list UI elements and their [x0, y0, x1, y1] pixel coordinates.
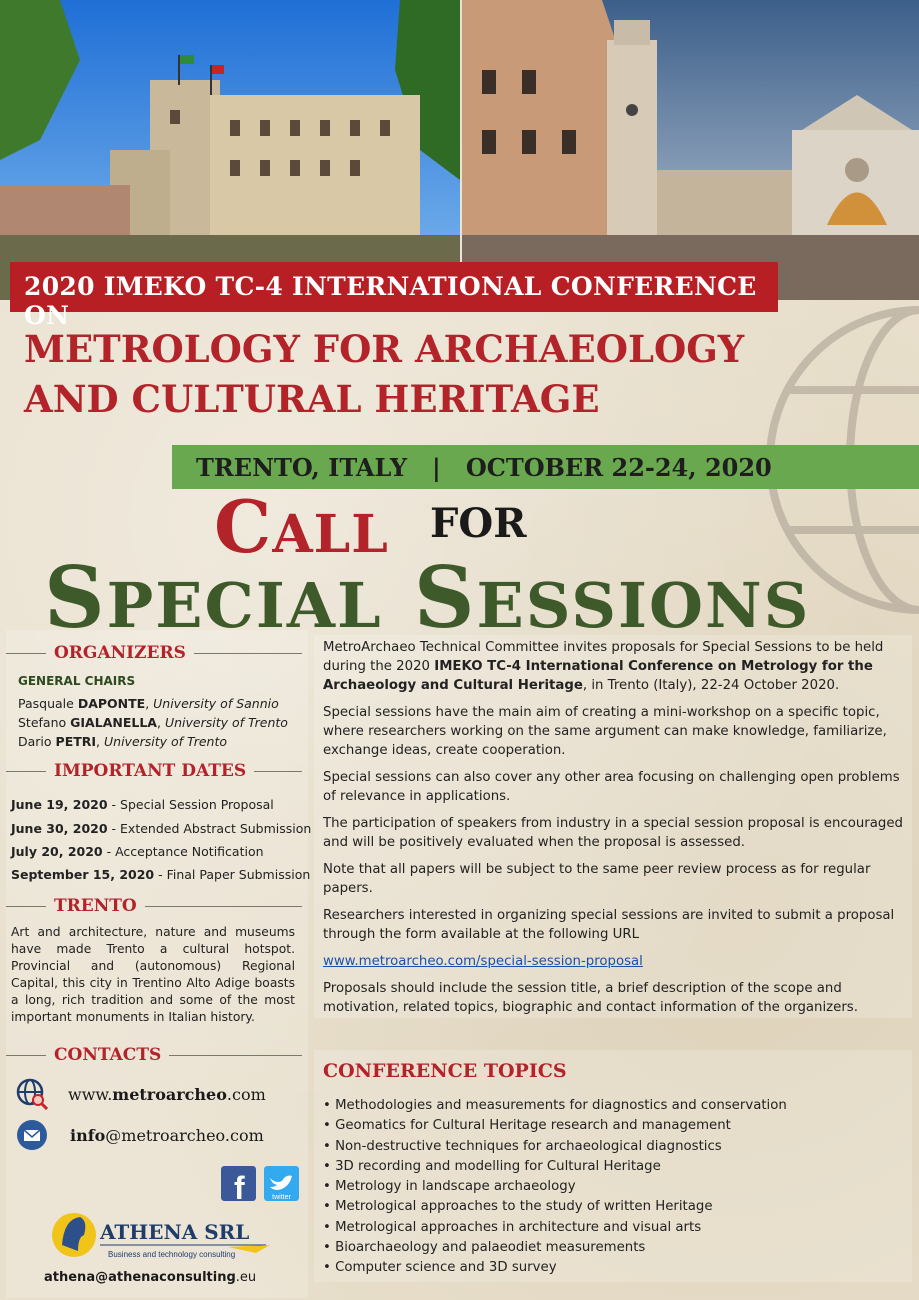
title-line-1: METROLOGY FOR ARCHAEOLOGY [24, 327, 745, 371]
svg-text:twitter: twitter [272, 1194, 291, 1201]
paragraph: Special sessions have the main aim of creating a mini-workshop on a specific topic, where researchers working on the same argument can make knowledge, familiarize, exchange ideas, create cooperation. [323, 705, 887, 758]
call-rest: ALL [272, 504, 389, 565]
paragraph: Note that all papers will be subject to the same peer review process as for regular papers. [323, 862, 871, 896]
contacts-heading [6, 1045, 302, 1065]
topic-item: • Metrological approaches to the study of written Heritage [323, 1199, 713, 1215]
website-contact[interactable] [16, 1078, 266, 1110]
date-item: June 30, 2020 - Extended Abstract Submission [11, 821, 312, 836]
svg-text:f: f [234, 1170, 245, 1201]
conference-line: 2020 IMEKO TC-4 INTERNATIONAL CONFERENCE ON [24, 272, 757, 330]
globe-search-icon [16, 1078, 48, 1110]
topic-item: • Metrological approaches in architecture and visual arts [323, 1219, 702, 1235]
chair-item: Dario PETRI, University of Trento [18, 734, 228, 749]
special-rest: PECIAL [106, 569, 383, 642]
call-initial: C [214, 484, 273, 569]
special-initial: S [44, 548, 107, 647]
topic-item: • Computer science and 3D survey [323, 1260, 557, 1276]
call-description [323, 638, 910, 1025]
contacts-title: CONTACTS [54, 1045, 162, 1065]
topic-item: • Metrology in landscape archaeology [323, 1179, 576, 1195]
topics-heading: CONFERENCE TOPICS [323, 1060, 567, 1082]
topic-item: • Methodologies and measurements for diagnostics and conservation [323, 1098, 787, 1113]
sessions-rest: ESSIONS [476, 569, 811, 642]
proposal-link[interactable]: www.metroarcheo.com/special-session-proposal [323, 954, 643, 969]
twitter-icon[interactable] [264, 1166, 299, 1201]
sessions-initial: S [413, 548, 477, 647]
trento-heading [6, 896, 302, 916]
trento-title: TRENTO [54, 896, 137, 916]
topic-item: • Non-destructive techniques for archaeological diagnostics [323, 1138, 722, 1154]
chair-item: Stefano GIALANELLA, University of Trento [18, 715, 288, 730]
website-text[interactable]: www.metroarcheo.com [68, 1084, 266, 1104]
facebook-icon[interactable] [221, 1166, 256, 1201]
email-icon [16, 1119, 48, 1151]
athena-logo [48, 1205, 278, 1265]
athena-email[interactable]: athena@athenaconsulting.eu [44, 1270, 257, 1285]
conference-title [24, 324, 744, 424]
piazza-photo [462, 0, 919, 300]
topic-item: • Geomatics for Cultural Heritage research and management [323, 1118, 731, 1134]
organizers-title: ORGANIZERS [54, 643, 186, 663]
paragraph: Researchers interested in organizing special sessions are invited to submit a proposal through the form available at the following URL [323, 908, 895, 942]
location-date-banner [172, 445, 919, 489]
conference-banner [10, 262, 778, 330]
castle-photo [0, 0, 460, 300]
svg-text:Business and technology consul: Business and technology consulting [108, 1250, 236, 1259]
date-item: September 15, 2020 - Final Paper Submission [11, 867, 311, 882]
organizers-heading [6, 643, 302, 663]
title-line-2: AND CULTURAL HERITAGE [24, 377, 600, 421]
paragraph: The participation of speakers from industry in a special session proposal is encouraged and will be positively evaluated when the proposal is assessed. [323, 816, 903, 850]
general-chairs-label: GENERAL CHAIRS [18, 674, 136, 688]
topics-list [323, 1096, 787, 1279]
chair-item: Pasquale DAPONTE, University of Sannio [18, 696, 279, 711]
dates-heading [6, 761, 302, 781]
for-heading: FOR [430, 500, 527, 547]
location-date: TRENTO, ITALY | OCTOBER 22-24, 2020 [196, 453, 772, 482]
date-item: July 20, 2020 - Acceptance Notification [11, 844, 264, 859]
trento-description: Art and architecture, nature and museums have made Trento a cultural hotspot. Provincial and (autonomous) Regional Capital, this city in Trentino Alto Adige boasts a long, rich tradition and some of the most important monuments in Italian history. [11, 925, 295, 1024]
topic-item: • 3D recording and modelling for Cultural Heritage [323, 1158, 661, 1174]
date-item: June 19, 2020 - Special Session Proposal [11, 797, 274, 812]
paragraph: Proposals should include the session title, a brief description of the scope and motivation, related topics, biographic and contact information of the organizers. [323, 981, 858, 1015]
svg-text:ATHENA SRL: ATHENA SRL [100, 1220, 250, 1244]
email-contact[interactable] [16, 1119, 264, 1151]
dates-title: IMPORTANT DATES [54, 761, 247, 781]
email-text[interactable]: info@metroarcheo.com [70, 1125, 264, 1145]
paragraph: Special sessions can also cover any other area focusing on challenging open problems of relevance in applications. [323, 770, 900, 804]
paragraph: MetroArchaeo Technical Committee invites proposals for Special Sessions to be held during the 2020 IMEKO TC-4 International Conference on Metrology for the Archaeology and Cultural Heritage, in Trento (Italy), 22-24 October 2020. [323, 640, 884, 693]
topic-item: • Bioarchaeology and palaeodiet measurements [323, 1240, 646, 1256]
